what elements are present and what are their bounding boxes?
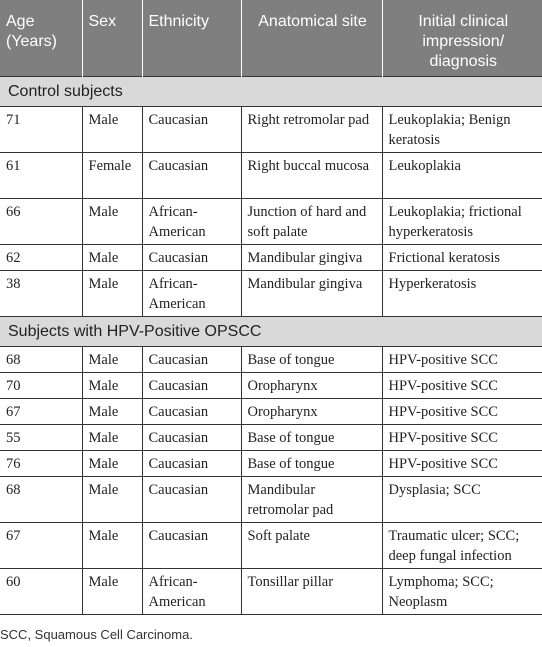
cell-age: 61	[0, 153, 82, 199]
cell-age: 38	[0, 271, 82, 317]
cell-age: 71	[0, 107, 82, 153]
cell-ethnicity: Caucasian	[142, 399, 241, 425]
cell-age: 66	[0, 199, 82, 245]
cell-diagnosis: HPV-positive SCC	[382, 373, 542, 399]
cell-diagnosis: HPV-positive SCC	[382, 347, 542, 373]
cell-sex: Male	[82, 569, 142, 615]
cell-age: 60	[0, 569, 82, 615]
cell-sex: Male	[82, 477, 142, 523]
table-row	[0, 569, 542, 615]
table-row	[0, 477, 542, 523]
cell-diagnosis: Leukoplakia; Benign keratosis	[382, 107, 542, 153]
header-ethnicity: Ethnicity	[142, 0, 241, 77]
cell-ethnicity: African-American	[142, 271, 241, 317]
cell-site: Oropharynx	[241, 399, 382, 425]
cell-site: Soft palate	[241, 523, 382, 569]
cell-ethnicity: Caucasian	[142, 245, 241, 271]
cell-site: Right retromolar pad	[241, 107, 382, 153]
table-row	[0, 373, 542, 399]
cell-sex: Male	[82, 347, 142, 373]
cell-age: 70	[0, 373, 82, 399]
cell-ethnicity: Caucasian	[142, 373, 241, 399]
cell-ethnicity: Caucasian	[142, 107, 241, 153]
table-footnote: SCC, Squamous Cell Carcinoma.	[0, 627, 193, 642]
cell-sex: Male	[82, 373, 142, 399]
cell-ethnicity: Caucasian	[142, 477, 241, 523]
header-row	[0, 0, 542, 77]
control-group	[0, 77, 542, 107]
cell-diagnosis: Lymphoma; SCC; Neoplasm	[382, 569, 542, 615]
cell-sex: Male	[82, 199, 142, 245]
header-diagnosis: Initial clinical impression/ diagnosis	[382, 0, 542, 77]
cell-ethnicity: Caucasian	[142, 523, 241, 569]
cell-ethnicity: Caucasian	[142, 347, 241, 373]
cell-ethnicity: Caucasian	[142, 451, 241, 477]
group-row-control	[0, 77, 542, 107]
table-row	[0, 245, 542, 271]
cell-site: Oropharynx	[241, 373, 382, 399]
table-row	[0, 271, 542, 317]
cell-diagnosis: Leukoplakia	[382, 153, 542, 199]
cell-site: Junction of hard and soft palate	[241, 199, 382, 245]
cell-diagnosis: HPV-positive SCC	[382, 451, 542, 477]
cell-diagnosis: Frictional keratosis	[382, 245, 542, 271]
cell-diagnosis: Dysplasia; SCC	[382, 477, 542, 523]
cell-diagnosis: Traumatic ulcer; SCC; deep fungal infection	[382, 523, 542, 569]
cell-sex: Male	[82, 425, 142, 451]
table-row	[0, 199, 542, 245]
cell-diagnosis: Hyperkeratosis	[382, 271, 542, 317]
group-row-hpv	[0, 317, 542, 347]
cell-site: Base of tongue	[241, 347, 382, 373]
cell-site: Mandibular gingiva	[241, 245, 382, 271]
table-row	[0, 425, 542, 451]
cell-ethnicity: Caucasian	[142, 153, 241, 199]
hpv-rows	[0, 347, 542, 615]
table-row	[0, 153, 542, 199]
cell-ethnicity: Caucasian	[142, 425, 241, 451]
cell-diagnosis: Leukoplakia; frictional hyperkeratosis	[382, 199, 542, 245]
header-anatomical-site: Anatomical site	[241, 0, 382, 77]
cell-site: Tonsillar pillar	[241, 569, 382, 615]
cell-age: 68	[0, 347, 82, 373]
cell-ethnicity: African-American	[142, 569, 241, 615]
control-rows	[0, 107, 542, 317]
cell-sex: Male	[82, 399, 142, 425]
table-row	[0, 451, 542, 477]
cell-sex: Female	[82, 153, 142, 199]
table-row	[0, 523, 542, 569]
cell-site: Mandibular retromolar pad	[241, 477, 382, 523]
cell-sex: Male	[82, 523, 142, 569]
table-row	[0, 347, 542, 373]
table-row	[0, 107, 542, 153]
cell-ethnicity: African-American	[142, 199, 241, 245]
group-title: Control subjects	[0, 77, 542, 107]
cell-age: 55	[0, 425, 82, 451]
cell-age: 67	[0, 523, 82, 569]
cell-sex: Male	[82, 107, 142, 153]
cell-age: 62	[0, 245, 82, 271]
header-age: Age (Years)	[0, 0, 82, 77]
cell-site: Base of tongue	[241, 425, 382, 451]
group-title: Subjects with HPV-Positive OPSCC	[0, 317, 542, 347]
cell-diagnosis: HPV-positive SCC	[382, 425, 542, 451]
table-row	[0, 399, 542, 425]
cell-diagnosis: HPV-positive SCC	[382, 399, 542, 425]
cell-age: 68	[0, 477, 82, 523]
cell-site: Base of tongue	[241, 451, 382, 477]
cell-age: 67	[0, 399, 82, 425]
cell-site: Mandibular gingiva	[241, 271, 382, 317]
hpv-group	[0, 317, 542, 347]
cell-sex: Male	[82, 271, 142, 317]
cell-sex: Male	[82, 245, 142, 271]
cell-age: 76	[0, 451, 82, 477]
header-sex: Sex	[82, 0, 142, 77]
cell-sex: Male	[82, 451, 142, 477]
cell-site: Right buccal mucosa	[241, 153, 382, 199]
